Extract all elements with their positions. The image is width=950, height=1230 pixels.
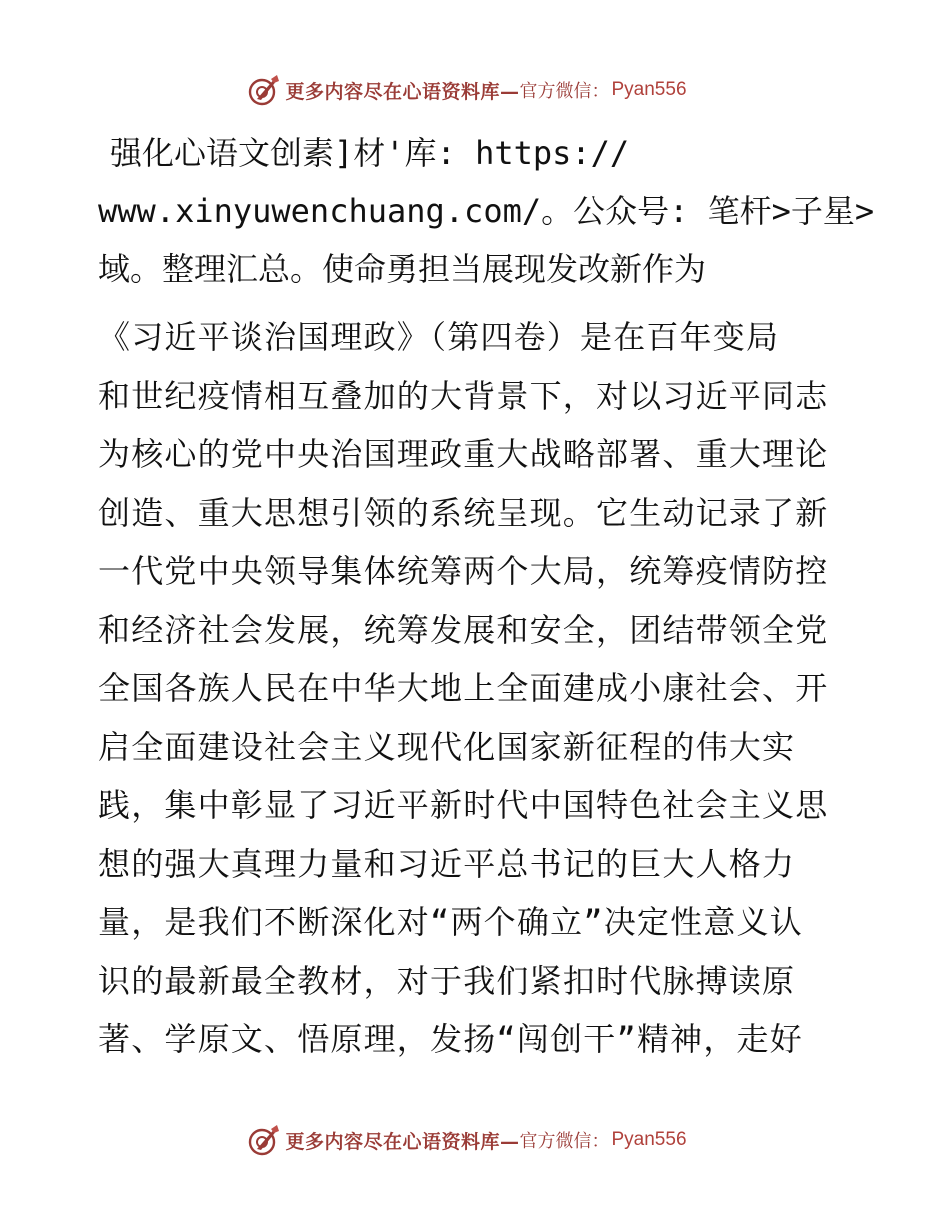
body-line: 和经济社会发展，统筹发展和安全，团结带领全党 <box>98 610 829 649</box>
intro-line: 域。整理汇总。使命勇担当展现发改新作为 <box>98 250 707 288</box>
banner-wechat-id: Pyan556 <box>611 1129 687 1150</box>
body-line: 践，集中彰显了习近平新时代中国特色社会主义思 <box>98 786 829 824</box>
body-line: 想的强大真理力量和习近平总书记的巨大人格力 <box>98 844 796 883</box>
body-paragraph <box>98 308 858 1069</box>
body-line: 全国各族人民在中华大地上全面建成小康社会、开 <box>98 669 829 707</box>
body-line: 识的最新最全教材，对于我们紧扣时代脉搏读原 <box>98 961 796 1000</box>
banner-wechat-label: 官方微信： <box>519 1131 610 1152</box>
header-banner <box>0 72 950 108</box>
banner-wechat-id: Pyan556 <box>611 79 687 100</box>
body-line: 为核心的党中央治国理政重大战略部署、重大理论 <box>98 435 829 473</box>
intro-paragraph <box>98 124 875 298</box>
body-line: 一代党中央领导集体统筹两个大局，统筹疫情防控 <box>98 552 829 590</box>
banner-main-text: 更多内容尽在心语资料库— <box>285 80 520 103</box>
footer-banner <box>0 1122 950 1158</box>
quill-logo-icon <box>247 1123 281 1157</box>
banner-main-text: 更多内容尽在心语资料库— <box>285 1130 520 1153</box>
banner-wechat-label: 官方微信： <box>519 81 610 102</box>
intro-line: 强化心语文创素]材'库: https:// <box>110 134 630 172</box>
body-line: 创造、重大思想引领的系统呈现。它生动记录了新 <box>98 493 829 532</box>
body-line: 《习近平谈治国理政》（第四卷）是在百年变局 <box>98 318 780 356</box>
body-line: 著、学原文、悟原理，发扬“闯创干”精神，走好 <box>98 1020 803 1058</box>
quill-logo-icon <box>247 73 281 107</box>
body-line: 量，是我们不断深化对“两个确立”决定性意义认 <box>98 903 803 941</box>
body-line: 启全面建设社会主义现代化国家新征程的伟大实 <box>98 727 796 766</box>
body-line: 和世纪疫情相互叠加的大背景下，对以习近平同志 <box>98 376 829 415</box>
intro-line: www.xinyuwenchuang.com/。公众号: 笔杆>子星> <box>98 192 875 230</box>
